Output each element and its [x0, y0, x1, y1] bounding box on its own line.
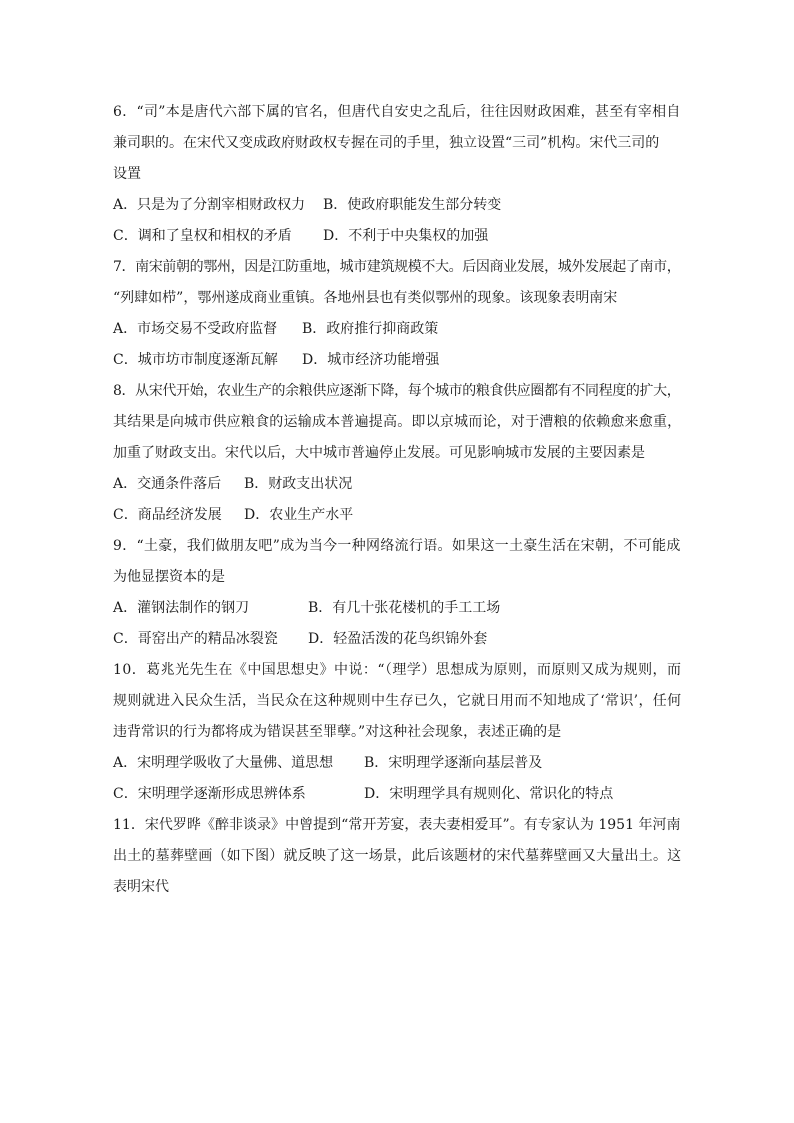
question-8-option-d: D．农业生产水平	[244, 507, 354, 523]
question-6-option-a: A．只是为了分割宰相财政权力	[113, 197, 306, 213]
question-10-option-d: D．宋明理学具有规则化、常识化的特点	[364, 786, 614, 802]
question-10-line-1: 10．葛兆光先生在《中国思想史》中说：“（理学）思想成为原则，而原则又成为规则，而	[113, 662, 682, 678]
question-6-option-d: D．不利于中央集权的加强	[323, 228, 489, 244]
question-8-line-3: 加重了财政支出。宋代以后，大中城市普遍停止发展。可见影响城市发展的主要因素是	[113, 445, 645, 461]
question-10-option-c: C．宋明理学逐渐形成思辨体系	[113, 786, 306, 802]
question-7-option-c: C．城市坊市制度逐渐瓦解	[113, 352, 278, 368]
question-11-line-2: 出土的墓葬壁画（如下图）就反映了这一场景，此后该题材的宋代墓葬壁画又大量出土。这	[113, 848, 682, 864]
question-10-option-a: A．宋明理学吸收了大量佛、道思想	[113, 755, 334, 771]
question-9-option-a: A．灌钢法制作的钢刀	[113, 600, 250, 616]
question-6-option-c: C．调和了皇权和相权的矛盾	[113, 228, 292, 244]
question-9-line-2: 为他显摆资本的是	[113, 569, 225, 585]
question-6-line-2: 兼司职的。在宋代又变成政府财政权专握在司的手里，独立设置“三司”机构。宋代三司的	[113, 135, 660, 151]
question-11-line-1: 11．宋代罗晔《醉非谈录》中曾提到“常开芳宴，表夫妻相爱耳”。有专家认为 1951 年河南	[113, 817, 681, 833]
question-8-line-2: 其结果是向城市供应粮食的运输成本普遍提高。即以京城而论，对于漕粮的依赖愈来愈重，	[113, 414, 682, 430]
question-6-line-3: 设置	[113, 166, 141, 182]
question-10-line-2: 规则就进入民众生活，当民众在这种规则中生存已久，它就日用而不知地成了‘常识’，任何	[113, 693, 682, 709]
question-9-option-b: B．有几十张花楼机的手工工场	[308, 600, 501, 616]
question-9-option-d: D．轻盈活泼的花鸟织锦外套	[308, 631, 488, 647]
question-7-option-b: B．政府推行抑商政策	[302, 321, 439, 337]
question-9-option-c: C．哥窑出产的精品冰裂瓷	[113, 631, 278, 647]
question-8-option-b: B．财政支出状况	[244, 476, 353, 492]
question-8-option-c: C．商品经济发展	[113, 507, 222, 523]
question-7-option-a: A．市场交易不受政府监督	[113, 321, 278, 337]
question-7-option-d: D．城市经济功能增强	[302, 352, 440, 368]
question-9-line-1: 9．“土豪，我们做朋友吧”成为当今一种网络流行语。如果这一土豪生活在宋朝，不可能成	[113, 538, 681, 554]
question-7-line-1: 7．南宋前朝的鄂州，因是江防重地，城市建筑规模不大。后因商业发展，城外发展起了南市，	[113, 259, 681, 275]
question-7-line-2: “列肆如栉”，鄂州遂成商业重镇。各地州县也有类似鄂州的现象。该现象表明南宋	[113, 290, 618, 306]
question-10-option-b: B．宋明理学逐渐向基层普及	[364, 755, 543, 771]
question-6-option-b: B．使政府职能发生部分转变	[323, 197, 502, 213]
question-10-line-3: 违背常识的行为都将成为错误甚至罪孽。”对这种社会现象，表述正确的是	[113, 724, 562, 740]
question-6-line-1: 6．“司”本是唐代六部下属的官名，但唐代自安史之乱后，往往因财政困难，甚至有宰相自	[113, 104, 681, 120]
question-8-line-1: 8．从宋代开始，农业生产的余粮供应逐渐下降，每个城市的粮食供应圈都有不同程度的扩大，	[113, 383, 681, 399]
question-11-line-3: 表明宋代	[113, 879, 169, 895]
question-8-option-a: A．交通条件落后	[113, 476, 222, 492]
